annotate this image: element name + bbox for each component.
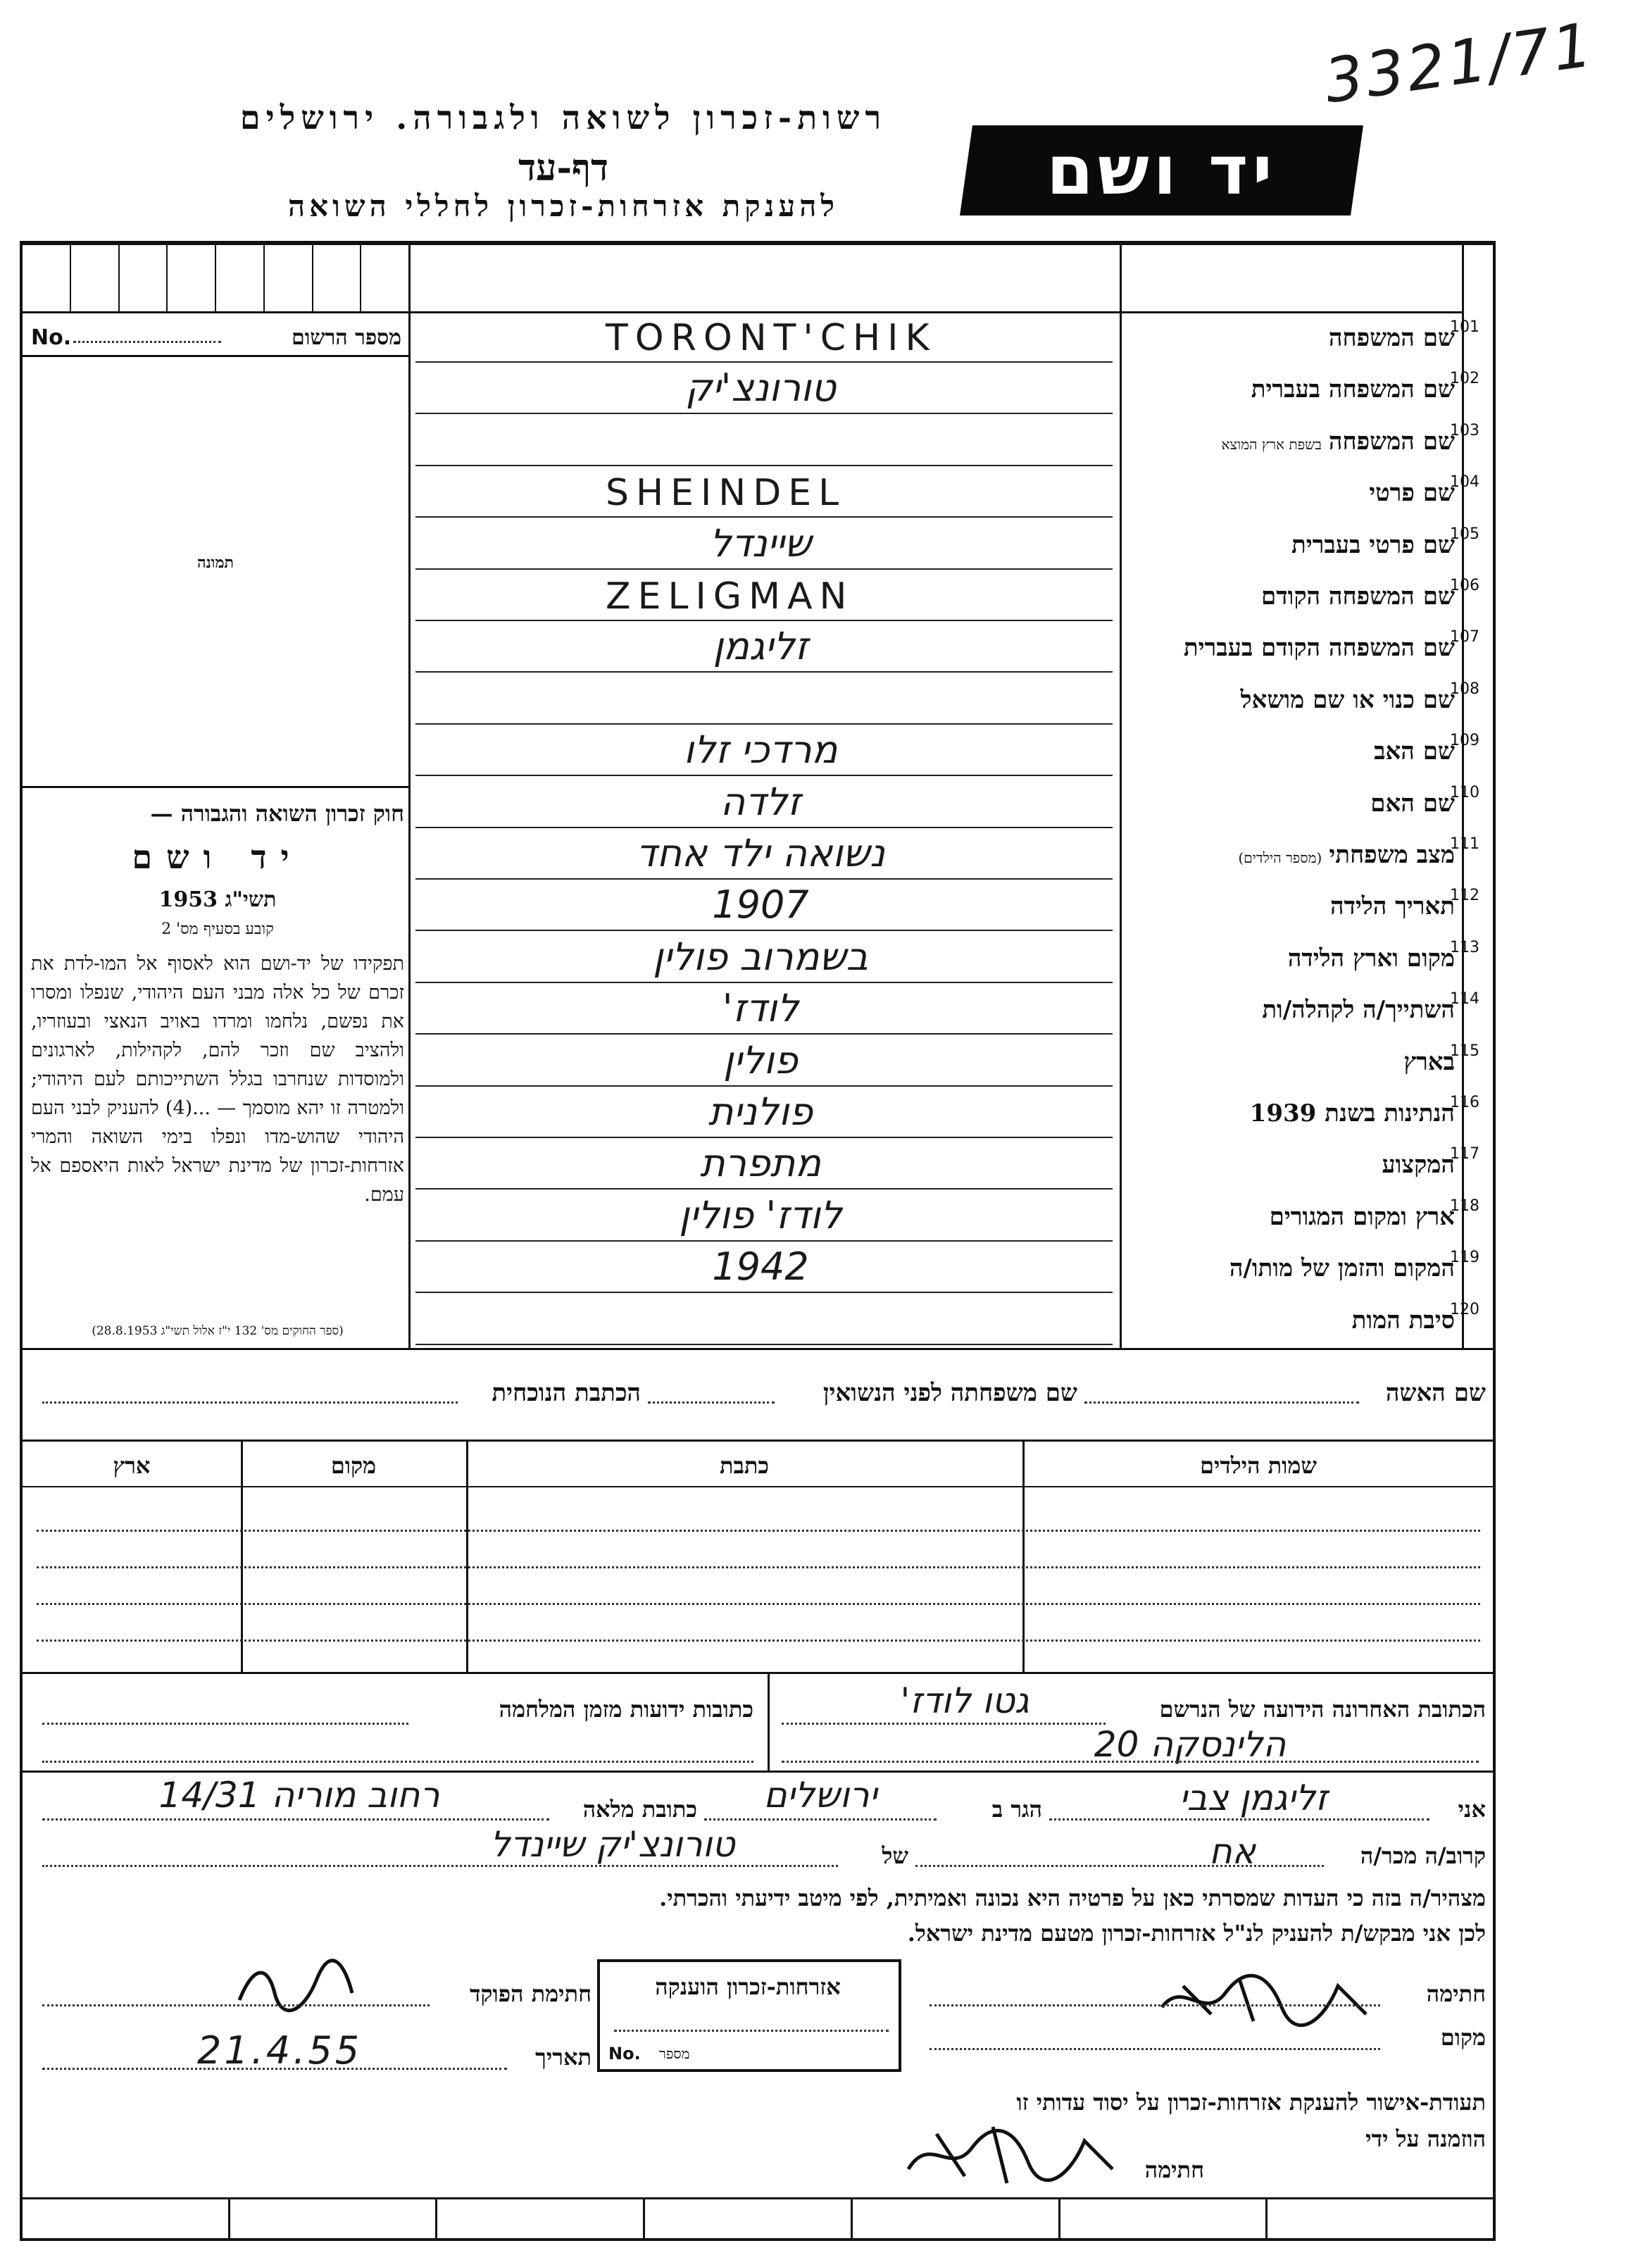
field-number: 118	[1450, 1197, 1479, 1215]
addresses-top-rule	[23, 1672, 1496, 1674]
field-value-line[interactable]	[415, 1240, 1113, 1242]
field-value-line[interactable]	[415, 1137, 1113, 1138]
field-number: 107	[1450, 628, 1479, 646]
field-label-main: ארץ ומקום המגורים	[1269, 1203, 1455, 1231]
last-known-address-value-2: הלינסקה 20	[1094, 1724, 1287, 1765]
field-label	[1124, 1048, 1455, 1076]
field-value: SHEINDEL	[606, 472, 846, 514]
field-label-main: המקצוע	[1382, 1151, 1455, 1179]
field-label-main: שם המשפחה בעברית	[1251, 375, 1455, 404]
law-clause: קובע בסעיף מס' 2	[161, 920, 274, 938]
declarant-city-line[interactable]	[704, 1818, 937, 1821]
field-number: 105	[1450, 525, 1479, 543]
field-label-note: בשפת ארץ המוצא	[1221, 436, 1322, 453]
field-value-line[interactable]	[415, 930, 1113, 931]
approval-signature-label: חתימה	[1144, 2156, 1204, 2183]
of-value: טורונצ'יק שיינדל	[490, 1824, 735, 1865]
relation-value: אח	[1208, 1831, 1256, 1872]
field-number: 114	[1450, 990, 1479, 1008]
field-label	[1124, 789, 1455, 818]
field-value-line[interactable]	[415, 1033, 1113, 1035]
certificate-no-heb: מספר	[659, 2045, 690, 2062]
field-label-main: שם האב	[1374, 737, 1455, 766]
wife-name-line[interactable]	[1084, 1401, 1359, 1404]
field-label-main: סיבת המות	[1351, 1306, 1455, 1335]
field-label-main: שם כנוי או שם מושאל	[1240, 686, 1455, 714]
place-label: מקום	[1440, 2024, 1486, 2051]
field-label-main: השתייך/ה לקהלה/ות	[1262, 996, 1455, 1024]
field-label	[1124, 324, 1455, 352]
declarant-signature-line[interactable]	[930, 2004, 1380, 2006]
authority-title: רשות-זכרון לשואה ולגבורה. ירושלים	[239, 99, 887, 137]
declarant-name-value: זליגמן צבי	[1179, 1778, 1328, 1818]
field-row-109	[408, 728, 1493, 779]
field-label	[1124, 1203, 1455, 1231]
field-label-main: הנתינות בשנת 1939	[1249, 1099, 1455, 1128]
field-row-110	[408, 780, 1493, 831]
approval-line-2: הוזמנה על ידי	[1365, 2125, 1486, 2152]
registry-label: מספר הרשום	[292, 325, 401, 350]
law-text-body: תפקידו של יד-ושם הוא לאסוף אל המו-לדת את זכרם של כל אלה מבני העם היהודי, שנפלו ומסרו את נפשם, נלחמו ומרדו באויב הנאצי ובעוזריו, ולהציב שם וזכר להם, לקהילות, לארגונים ולמוסדות שנחרבו בגלל השתייכותם לעם היהודי; ולמטרה זו יהא מוסמך — ...(4) להעניק לבני העם היהודי שהוש-מדו ונפלו בימי השואה והמרי אזרחות-זכרון של מדינת ישראל לאות היאספם אל עמם.	[31, 953, 404, 1206]
certificate-line[interactable]	[614, 2030, 889, 2032]
field-row-106	[408, 573, 1493, 624]
registry-boxes-bottom-rule	[23, 311, 1462, 313]
field-value: פולין	[723, 1038, 798, 1082]
current-address-line[interactable]	[42, 1401, 458, 1404]
approval-signature-scribble	[901, 2113, 1127, 2190]
field-value-line[interactable]	[415, 568, 1113, 570]
field-number: 120	[1450, 1301, 1479, 1318]
law-footnote: (ספר החוקים מס' 132 י"ז אלול תשי"ג 28.8.1953)	[92, 1324, 344, 1338]
logo-text: יד ושם	[1046, 131, 1277, 210]
addresses-bottom-rule	[23, 1771, 1496, 1773]
declarant-i-label: אני	[1458, 1796, 1486, 1823]
field-label-main: שם האם	[1370, 789, 1455, 818]
registry-no-line[interactable]	[73, 341, 221, 343]
field-label-main: שם פרטי	[1369, 479, 1455, 507]
field-value: 1942	[712, 1244, 809, 1289]
field-value: ZELIGMAN	[606, 575, 854, 618]
form-title: דף-עד	[518, 146, 608, 189]
field-label-note: (מספר הילדים)	[1238, 849, 1322, 866]
field-label-main: שם המשפחה	[1328, 427, 1455, 456]
officer-signature-label: חתימת הפוקד	[470, 1980, 592, 2007]
field-value-line[interactable]	[415, 1292, 1113, 1293]
request-text: לכן אני מבקש/ת להעניק לנ"ל אזרחות-זכרון מטעם מדינת ישראל.	[907, 1920, 1486, 1947]
field-label-main: מצב משפחתי	[1329, 841, 1455, 869]
field-value-line[interactable]	[415, 671, 1113, 673]
field-row-119	[408, 1244, 1493, 1296]
field-label-main: המקום והזמן של מותו/ה	[1229, 1254, 1455, 1282]
bottom-strip-cells	[23, 2197, 1473, 2241]
field-value-line[interactable]	[415, 827, 1113, 828]
field-row-114	[408, 986, 1493, 1037]
field-value-line[interactable]	[415, 878, 1113, 880]
field-value-line[interactable]	[415, 1188, 1113, 1189]
field-number: 102	[1450, 370, 1479, 387]
field-label	[1124, 1151, 1455, 1179]
law-text	[31, 949, 404, 1209]
field-value-line[interactable]	[415, 1085, 1113, 1087]
form-subtitle: להענקת אזרחות-זכרון לחללי השואה	[287, 189, 839, 223]
registry-row-rule	[23, 355, 408, 357]
law-title: חוק זכרון השואה והגבורה —	[150, 800, 404, 827]
field-number: 104	[1450, 473, 1479, 491]
children-row-line-2[interactable]	[37, 1566, 1480, 1568]
field-value-line[interactable]	[415, 775, 1113, 776]
wartime-address-line-1[interactable]	[42, 1723, 408, 1725]
declarant-signature-scribble	[1155, 1965, 1380, 2028]
maiden-name-label: שם משפחתה לפני הנשואין	[822, 1379, 1077, 1407]
officer-signature-line[interactable]	[42, 2004, 430, 2006]
children-table	[23, 1440, 1496, 1672]
field-number: 101	[1450, 318, 1479, 336]
field-value: לודז'	[722, 986, 799, 1030]
children-header-rule	[23, 1486, 1496, 1487]
yad-vashem-logo	[960, 125, 1363, 216]
of-line[interactable]	[42, 1865, 838, 1867]
wife-label: שם האשה	[1385, 1379, 1486, 1407]
declaration-text: מצהיר/ה בזה כי העדות שמסרתי כאן על פרטיה היא נכונה ואמיתית, לפי מיטב ידיעתי והכרתי.	[659, 1885, 1486, 1911]
field-row-113	[408, 935, 1493, 986]
field-row-107	[408, 624, 1493, 675]
handwritten-file-number: 3321/71	[1320, 9, 1599, 118]
field-label-main: שם המשפחה	[1328, 324, 1455, 352]
wartime-address-line-2[interactable]	[42, 1761, 753, 1763]
field-number: 119	[1450, 1249, 1479, 1266]
field-label	[1124, 1306, 1455, 1335]
registry-no: No.	[31, 325, 72, 350]
field-number: 116	[1450, 1094, 1479, 1111]
field-number: 110	[1450, 784, 1479, 801]
field-value: מתפרת	[700, 1141, 821, 1185]
field-label	[1124, 479, 1455, 507]
field-value-line[interactable]	[415, 982, 1113, 983]
field-label	[1124, 996, 1455, 1024]
field-value-line[interactable]	[415, 1344, 1113, 1345]
field-label	[1124, 892, 1455, 920]
certificate-box	[597, 1959, 901, 2072]
field-row-102	[408, 366, 1493, 417]
field-row-108	[408, 676, 1493, 728]
field-value: TORONT'CHIK	[606, 317, 937, 359]
field-row-101	[408, 314, 1493, 366]
field-value: נשואה ילד אחד	[636, 831, 885, 875]
children-header-names: שמות הילדים	[1200, 1452, 1317, 1479]
registry-number-boxes[interactable]	[23, 245, 408, 311]
field-label	[1124, 686, 1455, 714]
field-row-115	[408, 1038, 1493, 1089]
children-row-line-1[interactable]	[37, 1530, 1480, 1532]
field-number: 109	[1450, 732, 1479, 749]
field-row-105	[408, 521, 1493, 573]
field-row-103	[408, 418, 1493, 469]
field-value: פולנית	[708, 1089, 813, 1134]
field-label	[1124, 1254, 1455, 1282]
field-label-main: שם פרטי בעברית	[1291, 531, 1455, 559]
law-year: תשי"ג 1953	[158, 887, 277, 912]
signature-label: חתימה	[1426, 1980, 1486, 2007]
field-row-117	[408, 1141, 1493, 1192]
field-value: לודז' פולין	[679, 1193, 842, 1237]
last-known-address-line-1[interactable]	[782, 1723, 1106, 1725]
children-header-country: ארץ	[113, 1452, 151, 1479]
addresses-divider	[768, 1672, 770, 1771]
field-label-main: בארץ	[1403, 1048, 1455, 1076]
field-number: 112	[1450, 887, 1479, 904]
field-label	[1124, 375, 1455, 404]
children-row-line-4[interactable]	[37, 1640, 1480, 1642]
last-known-address-label: הכתובת האחרונה הידועה של הנרשם	[1159, 1696, 1486, 1723]
children-header-place: מקום	[330, 1452, 377, 1479]
field-label-main: שם המשפחה הקודם בעברית	[1183, 634, 1455, 662]
relation-line[interactable]	[915, 1865, 1324, 1867]
field-number: 108	[1450, 680, 1479, 698]
field-row-120	[408, 1297, 1493, 1348]
field-value: זלדה	[720, 780, 801, 824]
field-value: 1907	[712, 882, 809, 927]
of-label: של	[882, 1842, 908, 1869]
declarant-name-line[interactable]	[1049, 1818, 1429, 1821]
field-value: טורונצ'יק	[685, 366, 836, 410]
date-value: 21.4.55	[197, 2028, 363, 2073]
field-value: שיינדל	[709, 521, 812, 566]
field-number: 106	[1450, 577, 1479, 594]
field-number: 103	[1450, 422, 1479, 439]
last-known-address-value-1: גטו לודז'	[900, 1680, 1030, 1721]
field-value: בשמרוב פולין	[653, 935, 868, 979]
law-name: יד ושם	[132, 838, 304, 876]
field-value-line[interactable]	[415, 465, 1113, 466]
field-label	[1124, 737, 1455, 766]
current-address-label: הכתבת הנוכחית	[492, 1379, 641, 1407]
field-value-line[interactable]	[415, 723, 1113, 725]
field-row-118	[408, 1193, 1493, 1244]
date-line[interactable]	[42, 2068, 507, 2070]
field-label	[1124, 582, 1455, 611]
declarant-city-value: ירושלים	[763, 1775, 877, 1816]
field-number: 115	[1450, 1042, 1479, 1060]
officer-signature-scribble	[225, 1951, 366, 2021]
declarant-living-label: הגר ב	[991, 1796, 1042, 1823]
certificate-label: אזרחות-זכרון הוענקה	[655, 1973, 841, 2000]
field-number: 117	[1450, 1145, 1479, 1163]
children-row-line-3[interactable]	[37, 1603, 1480, 1605]
field-label	[1124, 531, 1455, 559]
relative-label: קרוב/ה מכר/ה	[1360, 1842, 1486, 1869]
maiden-name-line[interactable]	[648, 1401, 775, 1404]
certificate-no-label: No.	[608, 2044, 641, 2063]
field-label-main: מקום וארץ הלידה	[1287, 944, 1455, 973]
photo-label: תמונה	[197, 554, 234, 572]
field-value: זליגמן	[713, 624, 808, 668]
field-value-line[interactable]	[415, 413, 1113, 414]
field-value-line[interactable]	[415, 620, 1113, 621]
approval-line-1: תעודת-אישור להענקת אזרחות-זכרון על יסוד עדותי זו	[1016, 2089, 1486, 2116]
field-label-main: שם המשפחה הקודם	[1261, 582, 1455, 611]
field-row-111	[408, 831, 1493, 882]
field-row-116	[408, 1089, 1493, 1141]
field-label	[1124, 634, 1455, 662]
field-label-main: תאריך הלידה	[1329, 892, 1455, 920]
spouse-row-top-rule	[23, 1348, 1496, 1350]
children-header-address: כתבת	[719, 1452, 770, 1479]
field-number: 111	[1450, 835, 1479, 853]
wartime-addresses-label: כתובות ידועות מזמן המלחמה	[499, 1696, 753, 1723]
field-label	[1124, 944, 1455, 973]
field-row-104	[408, 469, 1493, 520]
field-label	[1124, 1099, 1455, 1128]
law-panel-top-rule	[23, 786, 408, 788]
field-value-line[interactable]	[415, 361, 1113, 363]
date-label: תאריך	[535, 2044, 592, 2071]
last-known-address-line-2[interactable]	[782, 1761, 1479, 1763]
field-number: 113	[1450, 939, 1479, 956]
full-address-label: כתובת מלאה	[582, 1796, 697, 1823]
field-label	[1124, 427, 1455, 456]
place-line[interactable]	[930, 2048, 1380, 2050]
field-row-112	[408, 882, 1493, 934]
field-value-line[interactable]	[415, 516, 1113, 518]
full-address-line[interactable]	[42, 1818, 549, 1821]
field-value: מרדכי זלו	[683, 728, 838, 772]
field-label	[1124, 841, 1455, 869]
full-address-value: רחוב מוריה 14/31	[158, 1775, 440, 1816]
